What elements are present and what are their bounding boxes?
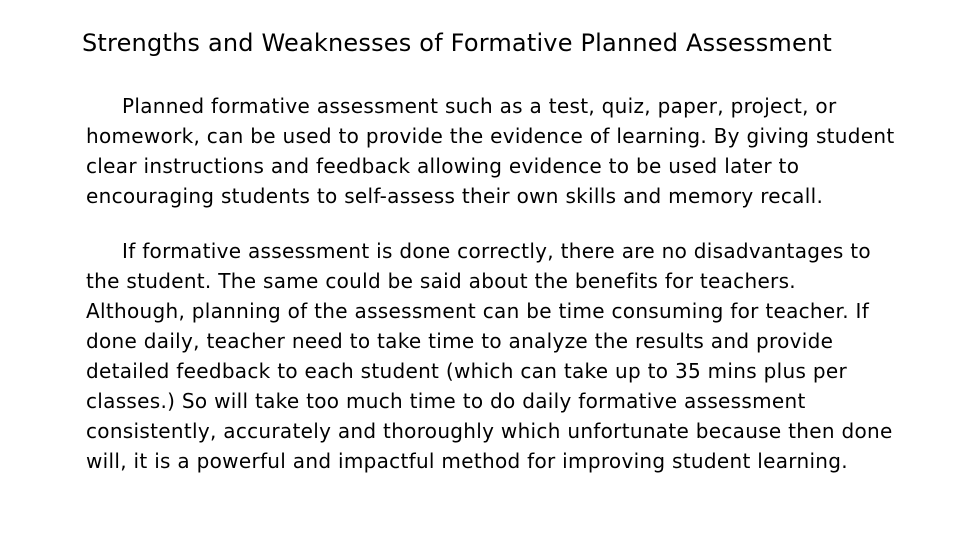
paragraph-strengths <box>86 91 956 211</box>
paragraph-weaknesses <box>86 236 956 476</box>
paragraph-line: homework, can be used to provide the evidence of learning. By giving student <box>86 124 895 148</box>
paragraph-line: classes.) So will take too much time to do daily formative assessment <box>86 389 806 413</box>
paragraph-line: clear instructions and feedback allowing evidence to be used later to <box>86 154 800 178</box>
paragraph-line: If formative assessment is done correctly, there are no disadvantages to <box>122 239 871 263</box>
paragraph-line: consistently, accurately and thoroughly which unfortunate because then done <box>86 419 893 443</box>
paragraph-line: done daily, teacher need to take time to analyze the results and provide <box>86 329 834 353</box>
paragraph-line: Although, planning of the assessment can be time consuming for teacher. If <box>86 299 870 323</box>
paragraph-line: will, it is a powerful and impactful method for improving student learning. <box>86 449 848 473</box>
slide-title: Strengths and Weaknesses of Formative Planned Assessment <box>82 29 832 57</box>
paragraph-line: Planned formative assessment such as a test, quiz, paper, project, or <box>122 94 837 118</box>
paragraph-line: detailed feedback to each student (which can take up to 35 mins plus per <box>86 359 847 383</box>
paragraph-line: encouraging students to self-assess their own skills and memory recall. <box>86 184 824 208</box>
paragraph-line: the student. The same could be said about the benefits for teachers. <box>86 269 796 293</box>
